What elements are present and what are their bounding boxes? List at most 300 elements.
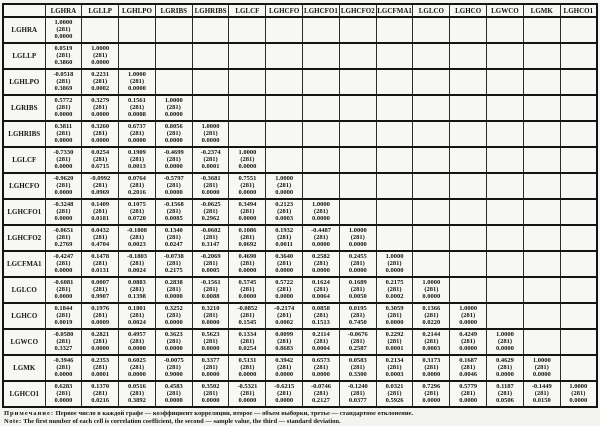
cell-line: -0.0602 <box>200 227 221 234</box>
cell-line: (281) <box>277 364 292 371</box>
cell-line: 0.3147 <box>201 241 220 248</box>
cell-line: 1.0000 <box>275 175 294 182</box>
matrix-cell <box>266 251 303 277</box>
cell-line: 0.7296 <box>422 383 441 390</box>
matrix-cell <box>560 121 597 147</box>
cell-line: 0.0000 <box>238 267 257 274</box>
matrix-cell <box>229 17 266 43</box>
row-header: LGCFMA1 <box>3 251 45 277</box>
cell-line: (281) <box>203 208 218 215</box>
cell-line: 0.0000 <box>275 189 294 196</box>
matrix-cell <box>450 121 487 147</box>
matrix-cell <box>192 121 229 147</box>
cell-line: (281) <box>93 364 108 371</box>
matrix-cell <box>376 147 413 173</box>
cell-line: 0.3811 <box>54 123 73 130</box>
matrix-cell <box>376 277 413 303</box>
matrix-cell <box>155 329 192 355</box>
matrix-cell <box>487 147 524 173</box>
matrix-cell <box>266 121 303 147</box>
matrix-cell <box>339 303 376 329</box>
cell-line: 0.0003 <box>422 345 441 352</box>
matrix-cell <box>487 329 524 355</box>
matrix-cell <box>192 17 229 43</box>
cell-line: (281) <box>240 234 255 241</box>
matrix-cell <box>229 381 266 407</box>
matrix-cell <box>413 69 450 95</box>
cell-line: 0.0000 <box>348 241 367 248</box>
cell-line: (281) <box>56 260 71 267</box>
matrix-cell <box>229 147 266 173</box>
cell-line: 0.1340 <box>164 227 183 234</box>
cell-line: (281) <box>277 312 292 319</box>
matrix-cell <box>413 329 450 355</box>
cell-line: 0.0000 <box>164 137 183 144</box>
cell-line: 0.0088 <box>201 293 220 300</box>
cell-line: 0.0004 <box>312 345 330 352</box>
matrix-cell <box>119 17 156 43</box>
matrix-cell <box>339 95 376 121</box>
cell-line: 0.3860 <box>54 59 73 66</box>
cell-line: (281) <box>461 390 476 397</box>
matrix-cell <box>119 355 156 381</box>
cell-line: (281) <box>277 182 292 189</box>
cell-line: 0.1398 <box>128 293 146 300</box>
cell-line: (281) <box>203 286 218 293</box>
cell-line: (281) <box>166 286 181 293</box>
footnote-en-label: Note: <box>4 418 22 425</box>
matrix-cell <box>487 43 524 69</box>
cell-line: 0.0377 <box>348 397 367 404</box>
cell-line: 1.0000 <box>459 305 478 312</box>
cell-line: (281) <box>129 312 145 319</box>
matrix-cell <box>303 95 340 121</box>
matrix-cell <box>82 17 119 43</box>
cell-line: 0.3502 <box>201 383 220 390</box>
cell-line: 0.0000 <box>164 189 183 196</box>
matrix-cell <box>523 251 560 277</box>
table-row <box>3 303 597 329</box>
cell-line: -0.4247 <box>53 253 74 260</box>
cell-line: 1.0000 <box>201 123 220 130</box>
cell-line: -0.0625 <box>200 201 221 208</box>
matrix-cell <box>82 251 119 277</box>
matrix-cell <box>45 277 82 303</box>
cell-line: (281) <box>56 234 71 241</box>
cell-line: 0.0001 <box>91 371 110 378</box>
matrix-cell <box>192 251 229 277</box>
matrix-cell <box>155 303 192 329</box>
cell-line: -0.1449 <box>531 383 552 390</box>
matrix-cell <box>82 95 119 121</box>
cell-line: 0.1366 <box>422 305 441 312</box>
cell-line: (281) <box>313 208 329 215</box>
cell-line: 0.6283 <box>54 383 73 390</box>
footnote-ru-text: Первое число в каждой графе — коэффициент корреляции, второе — объем выборки, третье — стандартное отклонение. <box>55 410 414 417</box>
cell-line: (281) <box>93 286 108 293</box>
cell-line: -0.0738 <box>163 253 184 260</box>
cell-line: 0.2769 <box>54 241 73 248</box>
cell-line: 0.0000 <box>238 163 257 170</box>
matrix-cell <box>560 329 597 355</box>
cell-line: 0.2587 <box>348 345 367 352</box>
cell-line: 1.0000 <box>238 149 257 156</box>
cell-line: 0.0883 <box>128 279 146 286</box>
cell-line: 0.0000 <box>128 85 146 92</box>
cell-line: (281) <box>203 130 218 137</box>
matrix-cell <box>155 43 192 69</box>
cell-line: 0.0000 <box>201 345 220 352</box>
matrix-cell <box>339 251 376 277</box>
cell-line: 0.0000 <box>275 397 294 404</box>
matrix-cell <box>450 225 487 251</box>
cell-line: (281) <box>56 26 71 33</box>
matrix-cell <box>192 355 229 381</box>
cell-line: 0.0000 <box>459 345 478 352</box>
cell-line: 0.0000 <box>54 163 73 170</box>
matrix-cell <box>45 355 82 381</box>
cell-line: 0.3640 <box>275 253 294 260</box>
cell-line: 0.4249 <box>459 331 478 338</box>
matrix-cell <box>523 43 560 69</box>
cell-line: -0.3946 <box>53 357 74 364</box>
matrix-cell <box>229 69 266 95</box>
cell-line: (281) <box>313 234 329 241</box>
matrix-cell <box>229 43 266 69</box>
cell-line: -0.3248 <box>53 201 74 208</box>
cell-line: 0.0024 <box>128 267 146 274</box>
column-header: LGLLP <box>82 4 119 17</box>
cell-line: 0.0220 <box>422 319 441 326</box>
cell-line: 0.6573 <box>312 357 330 364</box>
cell-line: 0.0000 <box>54 397 73 404</box>
cell-line: (281) <box>350 286 365 293</box>
matrix-cell <box>376 17 413 43</box>
table-row <box>3 43 597 69</box>
matrix-cell <box>523 225 560 251</box>
cell-line: -0.3681 <box>200 175 221 182</box>
cell-line: 0.0000 <box>422 293 441 300</box>
matrix-cell <box>523 173 560 199</box>
cell-line: -0.1803 <box>126 253 148 260</box>
cell-line: (281) <box>56 286 71 293</box>
matrix-cell <box>560 225 597 251</box>
cell-line: (281) <box>240 182 255 189</box>
cell-line: -0.1568 <box>163 201 184 208</box>
cell-line: 0.2114 <box>312 331 330 338</box>
matrix-cell <box>119 121 156 147</box>
matrix-cell <box>82 173 119 199</box>
cell-line: (281) <box>129 286 145 293</box>
cell-line: (281) <box>129 104 145 111</box>
cell-line: 0.0019 <box>54 319 73 326</box>
matrix-cell <box>523 277 560 303</box>
cell-line: (281) <box>497 364 512 371</box>
cell-line: 0.2292 <box>385 331 404 338</box>
cell-line: (281) <box>497 338 512 345</box>
cell-line: 0.0000 <box>422 371 441 378</box>
cell-line: -0.0580 <box>53 331 74 338</box>
cell-line: (281) <box>534 390 549 397</box>
matrix-cell <box>413 173 450 199</box>
matrix-cell <box>376 43 413 69</box>
cell-line: 0.3300 <box>348 371 367 378</box>
matrix-cell <box>45 251 82 277</box>
matrix-cell <box>266 225 303 251</box>
cell-line: 0.3260 <box>91 123 110 130</box>
matrix-cell <box>155 173 192 199</box>
cell-line: (281) <box>129 130 145 137</box>
matrix-cell <box>450 251 487 277</box>
cell-line: (281) <box>203 390 218 397</box>
cell-line: 0.1334 <box>238 331 257 338</box>
cell-line: 0.1075 <box>128 201 146 208</box>
cell-line: 0.4583 <box>164 383 183 390</box>
matrix-cell <box>560 147 597 173</box>
matrix-cell <box>82 329 119 355</box>
cell-line: 0.0046 <box>459 371 478 378</box>
cell-line: (281) <box>350 260 365 267</box>
cell-line: 0.2016 <box>128 189 146 196</box>
table-row <box>3 199 597 225</box>
matrix-cell <box>339 199 376 225</box>
matrix-cell <box>339 69 376 95</box>
cell-line: 0.0011 <box>275 241 293 248</box>
cell-line: 0.2123 <box>275 201 294 208</box>
row-header: LGLLP <box>3 43 45 69</box>
matrix-cell <box>155 17 192 43</box>
matrix-cell <box>450 69 487 95</box>
cell-line: (281) <box>461 312 476 319</box>
matrix-cell <box>192 69 229 95</box>
matrix-cell <box>45 199 82 225</box>
cell-line: (281) <box>350 390 365 397</box>
table-row <box>3 147 597 173</box>
cell-line: (281) <box>203 182 218 189</box>
cell-line: 0.3942 <box>275 357 294 364</box>
cell-line: 0.0000 <box>238 215 257 222</box>
matrix-cell <box>339 277 376 303</box>
cell-line: 0.0000 <box>54 267 73 274</box>
cell-line: (281) <box>203 312 218 319</box>
matrix-cell <box>303 17 340 43</box>
cell-line: (281) <box>166 130 181 137</box>
cell-line: 0.0002 <box>385 293 404 300</box>
column-header: LGRIBS <box>155 4 192 17</box>
cell-line: (281) <box>387 286 402 293</box>
matrix-cell <box>376 381 413 407</box>
row-header: LGMK <box>3 355 45 381</box>
cell-line: 0.1689 <box>348 279 367 286</box>
matrix-cell <box>119 381 156 407</box>
matrix-cell <box>303 147 340 173</box>
cell-line: 0.4957 <box>128 331 146 338</box>
matrix-cell <box>450 199 487 225</box>
cell-line: (281) <box>166 364 181 371</box>
table-body <box>3 17 597 407</box>
cell-line: 0.3377 <box>201 357 220 364</box>
matrix-cell <box>413 381 450 407</box>
table-row <box>3 225 597 251</box>
cell-line: 0.2134 <box>385 357 404 364</box>
cell-line: (281) <box>166 182 181 189</box>
matrix-cell <box>119 173 156 199</box>
matrix-cell <box>523 329 560 355</box>
header-row <box>3 4 597 17</box>
matrix-cell <box>376 173 413 199</box>
matrix-cell <box>82 147 119 173</box>
column-header: LGCFMA1 <box>376 4 413 17</box>
cell-line: 1.0000 <box>91 45 110 52</box>
row-header: LGHCO1 <box>3 381 45 407</box>
cell-line: 0.0000 <box>312 215 330 222</box>
cell-line: 0.4704 <box>91 241 110 248</box>
cell-line: (281) <box>461 364 476 371</box>
cell-line: 0.1513 <box>312 319 330 326</box>
matrix-cell <box>45 381 82 407</box>
matrix-cell <box>303 43 340 69</box>
cell-line: (281) <box>350 364 365 371</box>
matrix-cell <box>523 355 560 381</box>
matrix-cell <box>339 329 376 355</box>
row-header: LGLCO <box>3 277 45 303</box>
cell-line: (281) <box>313 312 329 319</box>
cell-line: 0.2455 <box>348 253 367 260</box>
cell-line: 0.0000 <box>54 33 73 40</box>
cell-line: (281) <box>387 312 402 319</box>
cell-line: (281) <box>129 78 145 85</box>
cell-line: (281) <box>129 182 145 189</box>
matrix-cell <box>45 329 82 355</box>
cell-line: 0.0516 <box>128 383 146 390</box>
cell-line: (281) <box>166 234 181 241</box>
matrix-cell <box>155 147 192 173</box>
matrix-cell <box>229 277 266 303</box>
matrix-cell <box>266 43 303 69</box>
cell-line: 0.0000 <box>569 397 588 404</box>
cell-line: -0.6215 <box>274 383 295 390</box>
cell-line: (281) <box>93 234 108 241</box>
matrix-cell <box>560 355 597 381</box>
matrix-cell <box>450 277 487 303</box>
cell-line: -0.1808 <box>126 227 148 234</box>
matrix-cell <box>413 225 450 251</box>
cell-line: 1.0000 <box>164 97 183 104</box>
matrix-cell <box>523 121 560 147</box>
matrix-cell <box>303 329 340 355</box>
cell-line: (281) <box>56 208 71 215</box>
table-row <box>3 173 597 199</box>
cell-line: -0.4699 <box>163 149 184 156</box>
matrix-cell <box>45 69 82 95</box>
matrix-cell <box>82 277 119 303</box>
cell-line: 0.0150 <box>532 397 551 404</box>
cell-line: (281) <box>129 338 145 345</box>
matrix-cell <box>450 95 487 121</box>
cell-line: 0.3210 <box>201 305 220 312</box>
matrix-cell <box>303 277 340 303</box>
cell-line: (281) <box>313 390 329 397</box>
matrix-cell <box>155 355 192 381</box>
cell-line: 0.2231 <box>91 71 110 78</box>
matrix-cell <box>487 225 524 251</box>
matrix-cell <box>450 17 487 43</box>
cell-line: 0.2838 <box>164 279 183 286</box>
footnote-en-text: The first number of each cell is correlation coefficient, the second — sample value, the third — standard deviation. <box>23 418 341 425</box>
cell-line: 0.1545 <box>238 319 257 326</box>
cell-line: (281) <box>387 260 402 267</box>
cell-line: 0.0024 <box>128 319 146 326</box>
matrix-cell <box>119 147 156 173</box>
cell-line: 0.3173 <box>422 357 441 364</box>
matrix-cell <box>192 199 229 225</box>
cell-line: 0.0000 <box>275 371 294 378</box>
matrix-cell <box>266 173 303 199</box>
cell-line: -0.5797 <box>163 175 184 182</box>
matrix-cell <box>413 251 450 277</box>
matrix-cell <box>523 199 560 225</box>
matrix-cell <box>266 355 303 381</box>
cell-line: 0.9907 <box>91 293 110 300</box>
cell-line: 0.0000 <box>238 189 257 196</box>
matrix-cell <box>82 225 119 251</box>
matrix-cell <box>192 95 229 121</box>
cell-line: 0.1909 <box>128 149 146 156</box>
cell-line: (281) <box>166 104 181 111</box>
matrix-cell <box>266 147 303 173</box>
matrix-cell <box>155 251 192 277</box>
cell-line: 0.0000 <box>91 111 110 118</box>
matrix-cell <box>192 277 229 303</box>
cell-line: 0.0000 <box>164 293 183 300</box>
cell-line: 0.0000 <box>238 371 257 378</box>
cell-line: 0.0583 <box>348 357 367 364</box>
cell-line: 0.0131 <box>91 267 110 274</box>
table-head <box>3 4 597 17</box>
matrix-cell <box>45 147 82 173</box>
matrix-cell <box>229 303 266 329</box>
cell-line: (281) <box>129 260 145 267</box>
row-header: LGLCF <box>3 147 45 173</box>
column-header: LGHCO <box>450 4 487 17</box>
column-header: LGHCFO <box>266 4 303 17</box>
row-header: LGHLPO <box>3 69 45 95</box>
cell-line: (281) <box>203 156 218 163</box>
cell-line: 0.0001 <box>385 345 404 352</box>
matrix-cell <box>229 329 266 355</box>
cell-line: 0.0000 <box>54 189 73 196</box>
table-row <box>3 355 597 381</box>
cell-line: (281) <box>424 312 439 319</box>
column-header: LGHLPO <box>119 4 156 17</box>
cell-line: (281) <box>56 104 71 111</box>
matrix-cell <box>487 303 524 329</box>
cell-line: (281) <box>129 390 145 397</box>
table-row <box>3 251 597 277</box>
matrix-cell <box>487 69 524 95</box>
cell-line: 0.1932 <box>275 227 294 234</box>
matrix-cell <box>487 355 524 381</box>
matrix-cell <box>560 277 597 303</box>
matrix-cell <box>413 43 450 69</box>
matrix-cell <box>119 303 156 329</box>
cell-line: 0.0000 <box>164 319 183 326</box>
matrix-cell <box>82 43 119 69</box>
matrix-cell <box>82 381 119 407</box>
cell-line: 0.2582 <box>312 253 330 260</box>
cell-line: 0.0085 <box>164 215 183 222</box>
matrix-cell <box>303 355 340 381</box>
